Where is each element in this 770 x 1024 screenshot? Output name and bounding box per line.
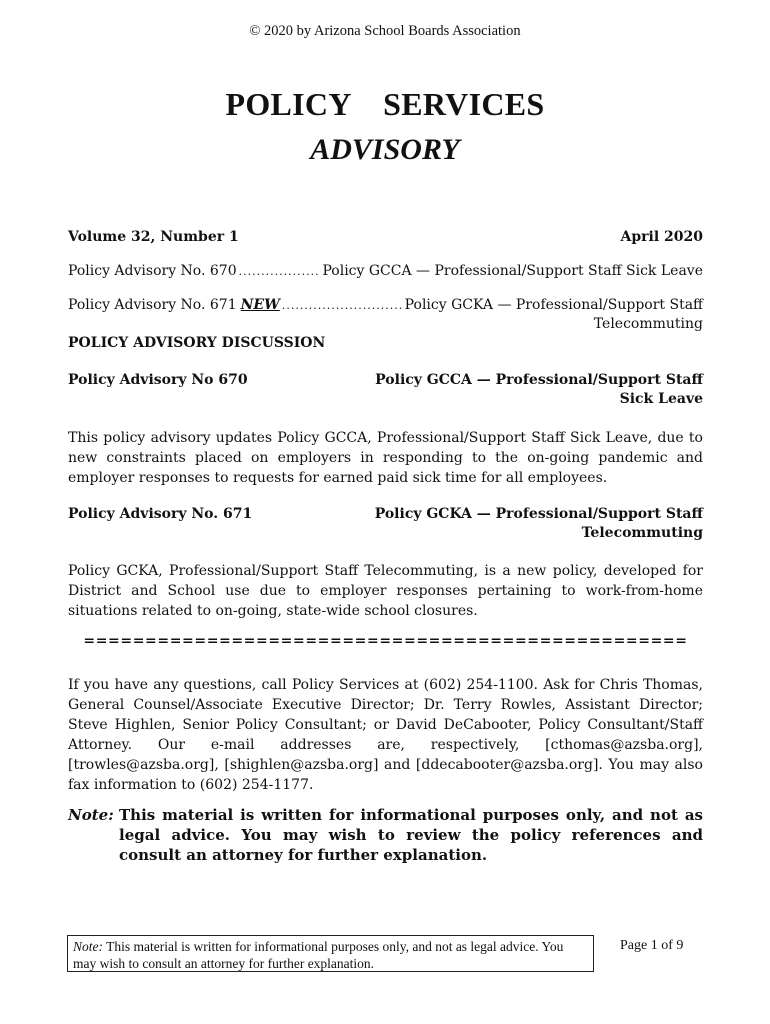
discussion-policy: Policy GCCA — Professional/Support Staff — [375, 372, 703, 388]
page-number: Page 1 of 9 — [620, 938, 684, 953]
discussion-advisory: Policy Advisory No 670 — [68, 372, 248, 388]
issue-date: April 2020 — [620, 229, 703, 245]
section-separator: ================================================= — [83, 633, 688, 649]
discussion-policy: Policy GCKA — Professional/Support Staff — [374, 506, 703, 522]
footer-note-label: Note: — [73, 939, 103, 954]
volume-number: Volume 32, Number 1 — [68, 229, 239, 245]
discussion-heading: POLICY ADVISORY DISCUSSION — [68, 335, 326, 351]
toc-leader — [239, 262, 321, 281]
toc-entry — [68, 296, 703, 334]
discussion-item-header — [68, 371, 703, 411]
toc-policy: Policy GCCA — Professional/Support Staff Sick Leave — [322, 263, 703, 279]
new-flag: NEW — [240, 297, 280, 313]
toc-leader — [282, 296, 403, 315]
toc-entry — [68, 262, 703, 281]
toc-advisory: Policy Advisory No. 670 — [68, 263, 237, 279]
issue-line — [68, 228, 703, 248]
discussion-policy-cont: Telecommuting — [581, 525, 703, 541]
footer-disclaimer — [67, 935, 594, 972]
note-block — [68, 805, 703, 865]
discussion-text: Policy GCKA, Professional/Support Staff Telecommuting, is a new policy, developed for District and School use due to employer responses pertaining to work-from-home situations related to on-going, state-wide school closures. — [68, 563, 703, 619]
discussion-item-header — [68, 505, 703, 545]
toc-advisory: Policy Advisory No. 671 — [68, 297, 237, 313]
toc-policy: Policy GCKA — Professional/Support Staff — [404, 297, 703, 313]
discussion-advisory: Policy Advisory No. 671 — [68, 506, 253, 522]
toc-policy-cont: Telecommuting — [593, 316, 703, 332]
footer-note-text: This material is written for informational purposes only, and not as legal advice. You may wish to consult an attorney for further explanation. — [73, 939, 564, 971]
note-text: This material is written for informational purposes only, and not as legal advice. You may wish to review the policy references and consult an attorney for further explanation. — [119, 806, 703, 864]
note-label: Note: — [68, 806, 114, 824]
page-title: POLICY SERVICES — [225, 86, 545, 122]
page-subtitle: ADVISORY — [310, 133, 460, 166]
contact-paragraph: If you have any questions, call Policy Services at (602) 254-1100. Ask for Chris Thomas, General Counsel/Associate Executive Director; Dr. Terry Rowles, Assistant Director; Steve Highlen, Senior Policy Consultant; or David DeCabooter, Policy Consultant/Staff Attorney. Our e-mail addresses are, respectively, [cthomas@azsba.org], [trowles@azsba.org], [shighlen@azsba.org] and [ddecabooter@azsba.org]. You may also fax information to (602) 254-1177. — [68, 677, 703, 793]
copyright-notice: © 2020 by Arizona School Boards Association — [249, 23, 521, 39]
discussion-policy-cont: Sick Leave — [619, 391, 703, 407]
discussion-text: This policy advisory updates Policy GCCA, Professional/Support Staff Sick Leave, due to new constraints placed on employers in responding to the on-going pandemic and employer responses to requests for earned paid sick time for all employees. — [68, 430, 703, 486]
